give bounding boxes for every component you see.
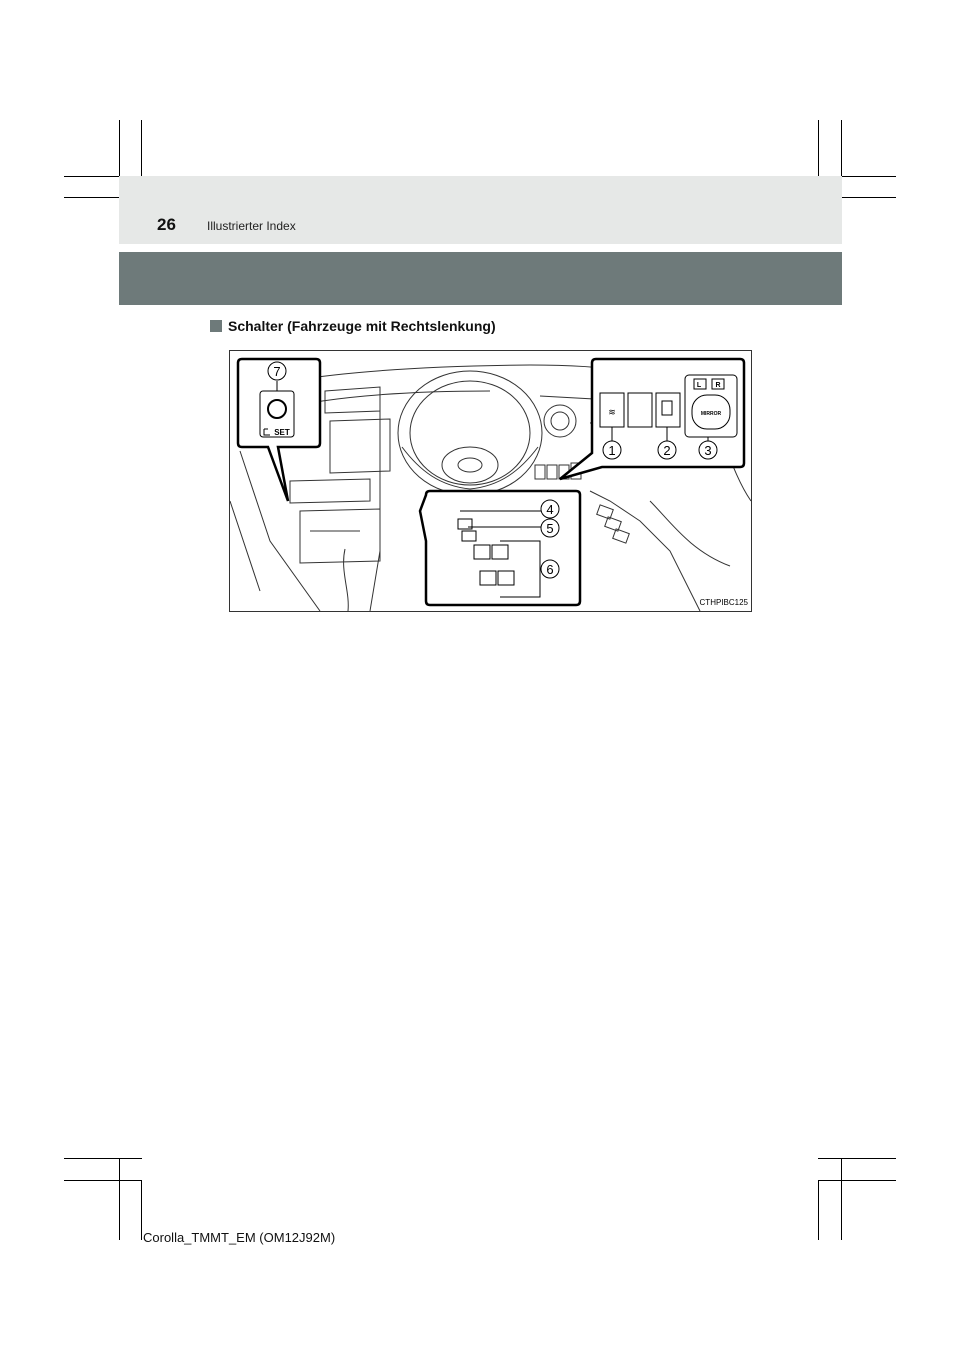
callout-7 [268, 362, 286, 380]
square-bullet-icon [210, 320, 222, 332]
mirror-button-label: MIRROR [700, 411, 722, 417]
callout-5-number: 5 [546, 521, 554, 536]
callout-2-number: 2 [663, 443, 671, 458]
mirror-left-label: L [696, 382, 702, 389]
callout-4 [541, 500, 559, 518]
callout-2 [658, 441, 676, 459]
callout-6 [541, 560, 559, 578]
footer-document-id: Corolla_TMMT_EM (OM12J92M) [143, 1230, 336, 1245]
section-title: Illustrierter Index [207, 219, 296, 233]
callout-3-number: 3 [704, 443, 712, 458]
crop-mark [64, 1180, 142, 1181]
subheading [210, 318, 496, 334]
page-number: 26 [157, 215, 176, 234]
crop-mark [141, 1180, 142, 1240]
set-button-label: SET [274, 428, 290, 437]
subheading-title: Schalter (Fahrzeuge mit Rechtslenkung) [228, 318, 496, 334]
crop-mark [119, 1158, 120, 1240]
crop-mark [818, 1180, 896, 1181]
crop-mark [841, 1158, 842, 1240]
dashboard-illustration [230, 351, 751, 611]
mirror-right-label: R [715, 382, 721, 389]
callout-3 [699, 441, 717, 459]
callout-5 [541, 519, 559, 537]
callout-7-number: 7 [273, 364, 281, 379]
callout-1 [603, 441, 621, 459]
image-code: CTHPIBC125 [699, 598, 748, 607]
seat-heater-icon: ≋ [608, 407, 616, 417]
callout-6-number: 6 [546, 562, 554, 577]
chapter-bar [119, 252, 842, 305]
crop-mark [818, 1158, 896, 1159]
crop-mark [64, 1158, 142, 1159]
callout-1-number: 1 [608, 443, 616, 458]
crop-mark [818, 1180, 819, 1240]
dashboard-figure [229, 350, 752, 612]
callout-4-number: 4 [546, 502, 554, 517]
header-band [119, 176, 842, 244]
